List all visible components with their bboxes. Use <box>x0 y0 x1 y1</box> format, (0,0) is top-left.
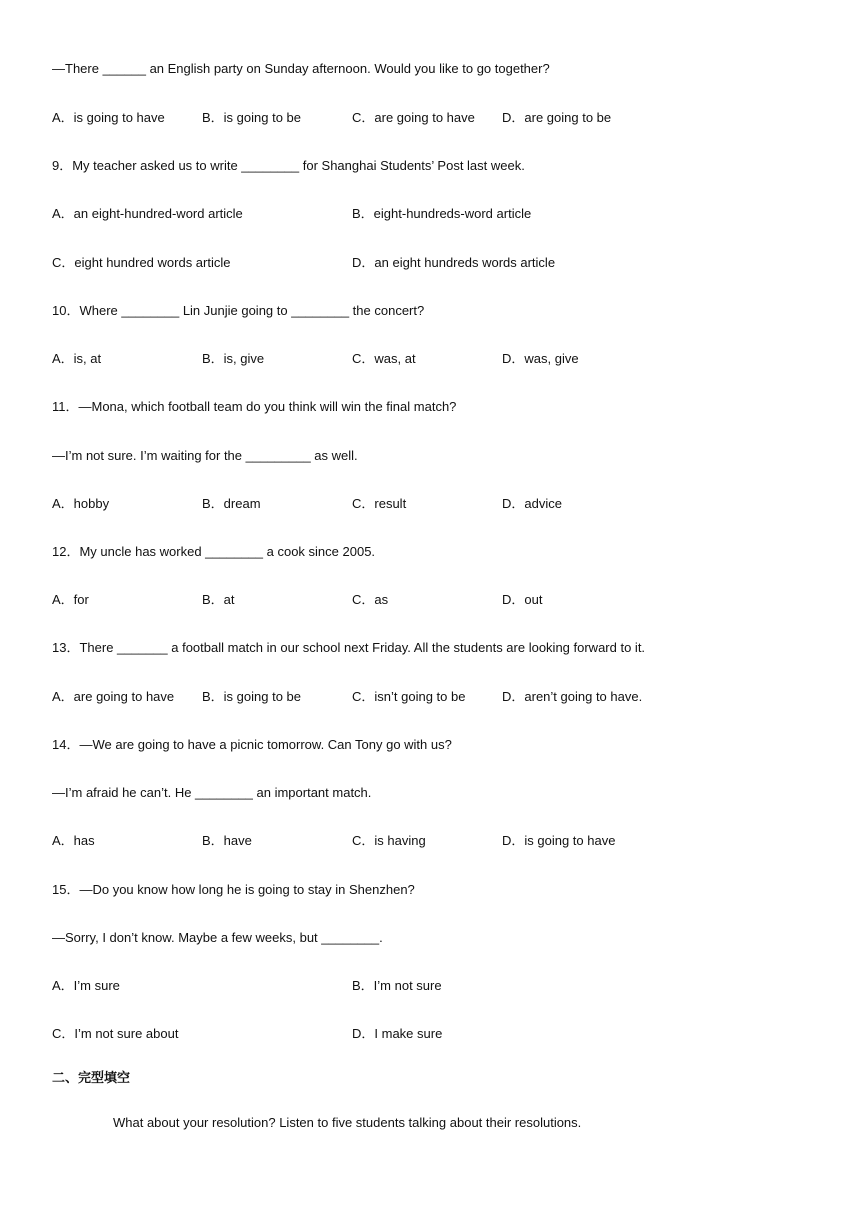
q12-stem: 12．My uncle has worked ________ a cook since 2005. <box>52 544 376 559</box>
q14-stem: 14．—We are going to have a picnic tomorrow. Can Tony go with us? <box>52 737 452 752</box>
q13-option-d: D．aren’t going to have. <box>502 689 643 704</box>
q9-option-a: A．an eight-hundred-word article <box>52 206 243 221</box>
q15-dialogue-line: —Sorry, I don’t know. Maybe a few weeks, but ________. <box>52 930 383 945</box>
q15-option-a: A．I’m sure <box>52 978 120 993</box>
q10-option-d: D．was, give <box>502 351 579 366</box>
q11-dialogue-line: —I’m not sure. I’m waiting for the _________ as well. <box>52 448 358 463</box>
q11-option-c: C．result <box>352 496 407 511</box>
q13-option-c: C．isn’t going to be <box>352 689 466 704</box>
q11-option-d: D．advice <box>502 496 562 511</box>
q12-option-d: D．out <box>502 592 543 607</box>
q14-option-a: A．has <box>52 833 95 848</box>
q9-option-b: B．eight-hundreds-word article <box>352 206 532 221</box>
q13-option-b: B．is going to be <box>202 689 302 704</box>
q8-dialogue-line: —There ______ an English party on Sunday afternoon. Would you like to go together? <box>52 61 550 76</box>
q10-option-a: A．is, at <box>52 351 102 366</box>
q8-option-b: B．is going to be <box>202 110 302 125</box>
q15-stem: 15．—Do you know how long he is going to stay in Shenzhen? <box>52 882 415 897</box>
q14-option-b: B．have <box>202 833 252 848</box>
q10-option-c: C．was, at <box>352 351 416 366</box>
q8-option-a: A．is going to have <box>52 110 165 125</box>
q11-option-a: A．hobby <box>52 496 110 511</box>
q14-option-d: D．is going to have <box>502 833 616 848</box>
passage-intro: What about your resolution? Listen to five students talking about their resolutions. <box>113 1115 582 1130</box>
q13-option-a: A．are going to have <box>52 689 175 704</box>
q12-option-a: A．for <box>52 592 89 607</box>
q12-option-b: B．at <box>202 592 235 607</box>
q14-dialogue-line: —I’m afraid he can’t. He ________ an important match. <box>52 785 372 800</box>
q9-option-c: C．eight hundred words article <box>52 255 231 270</box>
q13-stem: 13．There _______ a football match in our school next Friday. All the students are looking forward to it. <box>52 640 646 655</box>
q12-option-c: C．as <box>352 592 389 607</box>
q8-option-d: D．are going to be <box>502 110 612 125</box>
q8-option-c: C．are going to have <box>352 110 475 125</box>
q10-option-b: B．is, give <box>202 351 265 366</box>
q11-option-b: B．dream <box>202 496 261 511</box>
q15-option-b: B．I’m not sure <box>352 978 442 993</box>
q9-option-d: D．an eight hundreds words article <box>352 255 556 270</box>
q9-stem: 9．My teacher asked us to write ________ for Shanghai Students’ Post last week. <box>52 158 525 173</box>
q15-option-c: C．I’m not sure about <box>52 1026 179 1041</box>
q10-stem: 10．Where ________ Lin Junjie going to ________ the concert? <box>52 303 425 318</box>
q14-option-c: C．is having <box>352 833 426 848</box>
q11-stem: 11．—Mona, which football team do you think will win the final match? <box>52 399 457 414</box>
section-heading: 二、完型填空 <box>52 1071 131 1086</box>
q15-option-d: D．I make sure <box>352 1026 443 1041</box>
